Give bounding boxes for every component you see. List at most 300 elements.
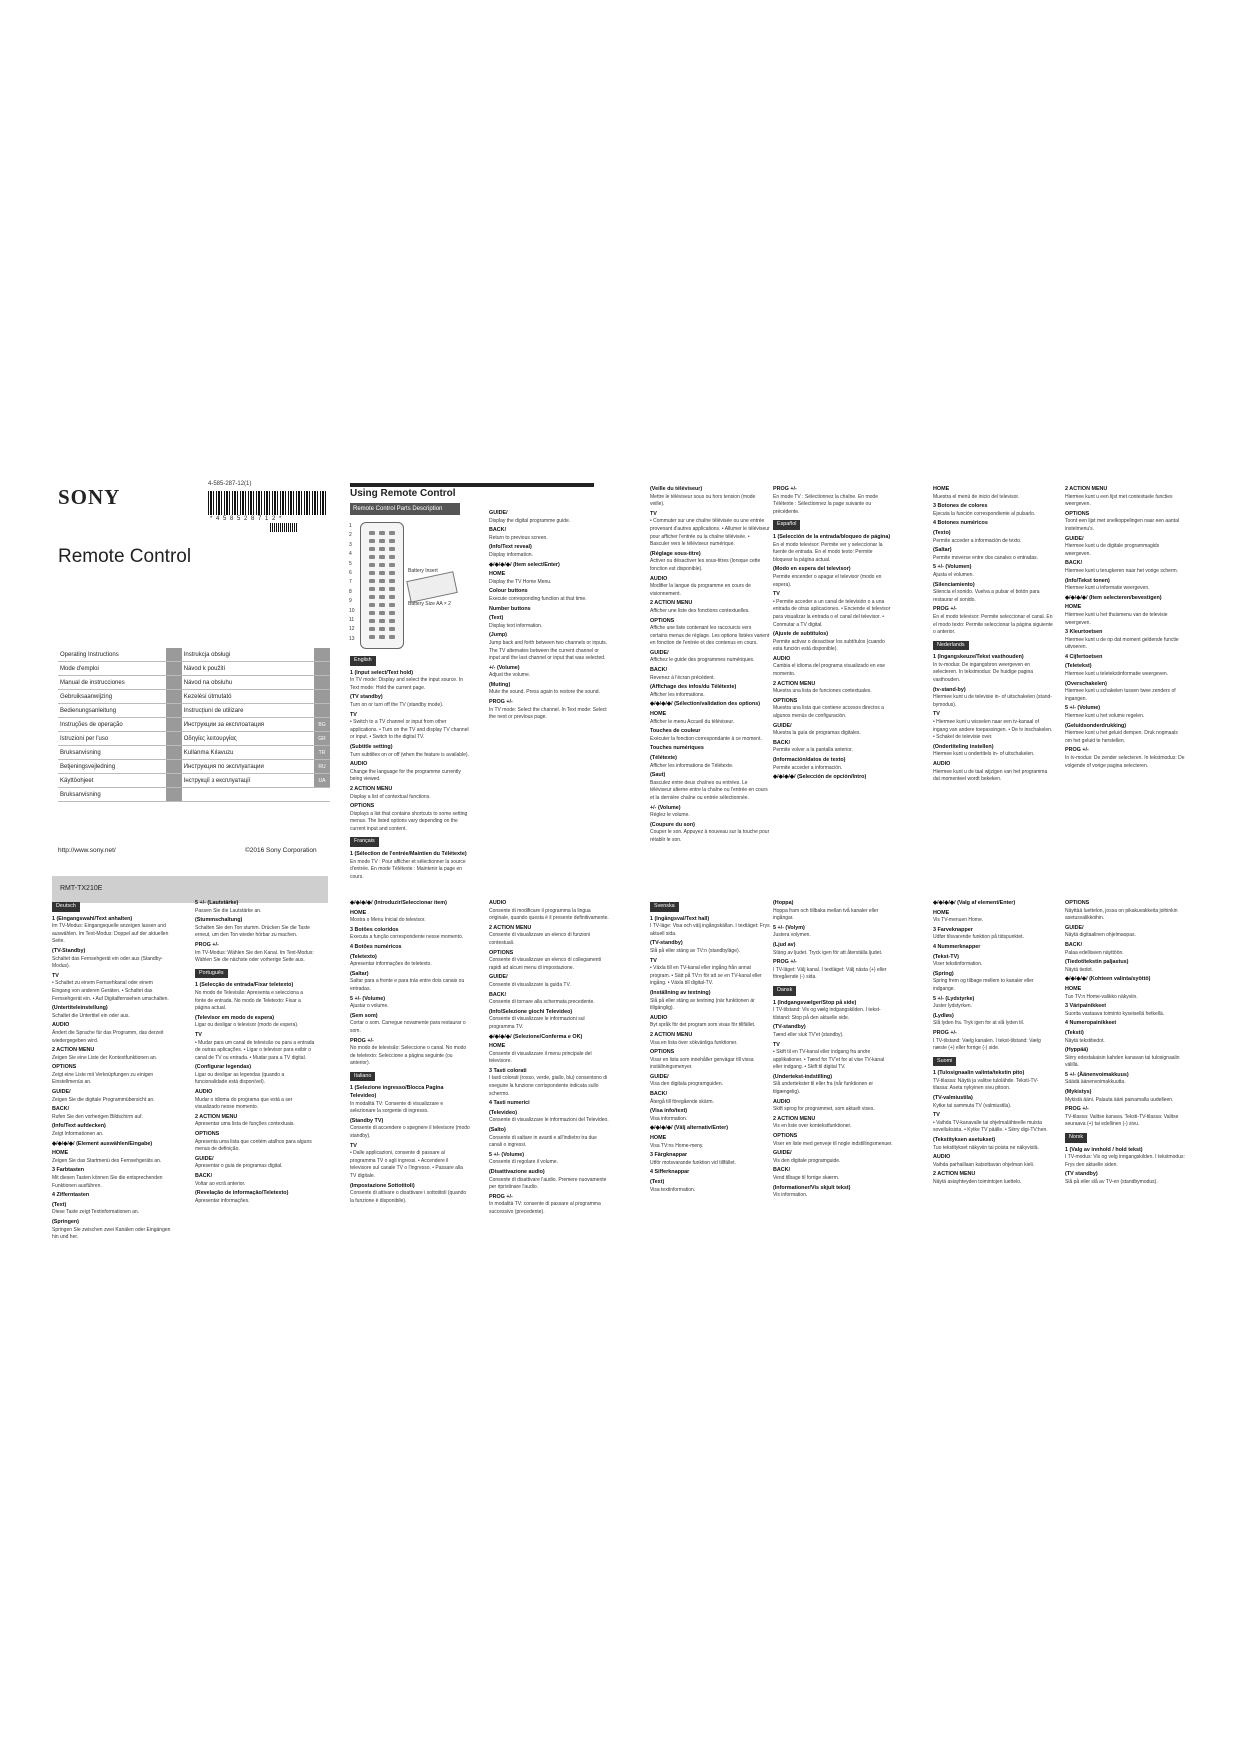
button-name: BACK/ — [650, 1091, 668, 1098]
button-description: Mettre le téléviseur sous ou hors tension (mode veille). — [650, 493, 756, 508]
button-description: Modifier la langue du programme en cours de visionnement. — [650, 583, 751, 597]
button-name: AUDIO — [773, 1098, 791, 1105]
button-description: Adjust the volume. — [489, 672, 531, 679]
button-description: • Permite acceder a un canal de televisión o a una entrada de otras aplicaciones. • Enciende el televisor para visualizar la entrada o el canal del televisor. • Conmutar a TV digital. — [773, 598, 891, 628]
button-description: Executa a função correspondente nesse momento. — [350, 934, 464, 941]
button-description: Näytä asiayhteyden toimintojen luettelo. — [933, 1179, 1022, 1185]
button-name: (Saltar) — [350, 970, 369, 977]
remote-button — [369, 619, 375, 623]
remote-button — [379, 547, 385, 551]
button-description: Afficher les informations de Télétexte. — [650, 762, 734, 769]
button-name: 2 ACTION MENU — [350, 785, 393, 792]
button-name: 3 Kleurtoetsen — [1065, 629, 1103, 636]
language-right: Οδηγίες λειτουργίας — [182, 732, 314, 746]
button-name: GUIDE/ — [52, 1089, 71, 1096]
button-description: Consente di visualizzare le informazioni del Televideo. — [489, 1117, 609, 1124]
language-heading: Dansk — [773, 986, 796, 996]
language-left: Manual de instrucciones — [58, 676, 166, 690]
remote-button — [369, 531, 375, 535]
language-code — [314, 676, 330, 690]
button-name: (Standby TV) — [350, 1117, 384, 1124]
barcode-small — [270, 523, 298, 532]
button-name: ◆/◆/◆/◆/ (Item select/Enter) — [489, 561, 560, 568]
button-description: TV-tilassa: Näytä ja valitse tulolähde. Teksti-TV-tilassa: Aseta nykyinen sivu pitoon. — [933, 1077, 1039, 1092]
button-description: Visa textinformation. — [650, 1186, 696, 1193]
language-right: Інструкції з експлуатації — [182, 774, 314, 788]
button-description: Consente di visualizzare un elenco di funzioni contestuali. — [489, 932, 591, 946]
language-row — [58, 662, 330, 676]
button-name: (Televideo) — [489, 1109, 518, 1116]
button-description: In modalità TV: consente di passare al programma successivo (precedente). — [489, 1201, 601, 1215]
button-description: Mit diesen Tasten können Sie die entsprechenden Funktionen ausführen. — [52, 1175, 163, 1189]
button-name: 3 Farbtasten — [52, 1167, 85, 1174]
battery-insert-label: Battery Insert — [408, 568, 438, 574]
button-description: Mudar o idioma do programa que está a ser visualizado nesse momento. — [195, 1096, 293, 1111]
button-description: Cambia el idioma del programa visualizado en ese momento. — [773, 663, 886, 678]
button-name: 3 Tasti colorati — [489, 1067, 527, 1074]
button-name: 3 Botones de colores — [933, 503, 988, 510]
language-heading: Svenska — [650, 902, 679, 912]
button-description: No modo de Televisão: Apresenta e selecciona a fonte de entrada. No modo de Teletexto: Fixar a página actual. — [195, 989, 304, 1012]
button-name: GUIDE/ — [650, 649, 669, 656]
remote-button — [379, 539, 385, 543]
language-heading: Español — [773, 520, 800, 530]
button-name: Colour buttons — [489, 588, 528, 595]
button-description: No modo de televisão: Seleccione o canal. No modo de teletexto: Seleccione a página seguinte (ou anterior). — [350, 1045, 467, 1067]
remote-button — [389, 579, 395, 583]
button-description: En el modo televisor: Permite ver y seleccionar la fuente de entrada. En el modo texto: Permite bloquear la página actual. — [773, 541, 883, 563]
button-name: TV — [195, 1031, 202, 1038]
button-name: GUIDE/ — [489, 974, 508, 981]
button-name: 5 +/- (Äänenvoimakkuus) — [1065, 1071, 1129, 1078]
language-marker — [166, 648, 182, 662]
callout-number: 6 — [349, 570, 352, 577]
button-name: 4 Botones numéricos — [933, 520, 988, 527]
button-name: AUDIO — [650, 1014, 668, 1021]
callout-number: 10 — [349, 607, 355, 614]
remote-button — [369, 547, 375, 551]
button-description: Consente di saltare in avanti e all'indietro tra due canali o ingressi. — [489, 1134, 597, 1149]
button-name: 4 Nummerknapper — [933, 943, 981, 950]
button-name: 4 Tasti numerici — [489, 1100, 530, 1107]
language-right: Kullanma Kılavuzu — [182, 746, 314, 760]
model-number: RMT-TX210E — [60, 885, 103, 892]
button-description: Visa den digitala programguiden. — [650, 1081, 724, 1088]
remote-button — [389, 563, 395, 567]
button-description: Permite acceder a información de texto. — [933, 537, 1022, 544]
language-heading: Português — [195, 969, 228, 979]
button-description: Zeigt Informationen an. — [52, 1131, 104, 1138]
button-name: (Subtitle setting) — [350, 743, 393, 750]
callout-number: 3 — [349, 541, 352, 548]
language-marker — [166, 718, 182, 732]
button-name: GUIDE/ — [1065, 535, 1084, 542]
button-name: TV — [650, 510, 657, 517]
button-description: Afficher le menu Accueil du téléviseur. — [650, 718, 735, 725]
button-name: ◆/◆/◆/◆/ (Introduzir/Seleccionar item) — [350, 900, 447, 906]
button-name: OPTIONS — [650, 1049, 675, 1056]
button-description: Permite encender o apagar el televisor (modo en espera). — [773, 573, 882, 588]
remote-button — [369, 571, 375, 575]
button-description: Consente di accendere o spegnere il televisore (modo standby). — [350, 1125, 470, 1140]
col-fr — [650, 484, 770, 845]
button-name: (Texto) — [933, 529, 951, 536]
remote-button — [389, 619, 395, 623]
button-name: (Modo en espera del televisor) — [773, 566, 851, 573]
button-description: Siirry edestakaisin kahden kanavan tai tulosignaalin välillä. — [1065, 1054, 1180, 1069]
remote-button — [389, 611, 395, 615]
button-description: In TV mode: Display and select the input source. In Text mode: Hold the current page. — [350, 677, 464, 691]
button-description: Change the language for the programme currently being viewed. — [350, 768, 461, 783]
language-right: Instrukcja obsługi — [182, 648, 314, 662]
language-code — [314, 704, 330, 718]
button-name: PROG +/- — [350, 1037, 374, 1044]
button-name: TV — [52, 972, 59, 979]
button-name: 1 (Valg av innhold / hold tekst) — [1065, 1146, 1143, 1153]
button-name: PROG +/- — [489, 1193, 513, 1200]
button-name: AUDIO — [650, 575, 668, 582]
remote-button — [379, 563, 385, 567]
language-row — [58, 676, 330, 690]
button-description: Turn subtitles on or off (when the feature is available). — [350, 751, 469, 758]
button-name: ◆/◆/◆/◆/ (Välj alternativ/Enter) — [650, 1125, 728, 1132]
col-en-main — [350, 652, 470, 881]
callout-numbers — [349, 522, 355, 644]
button-description: Hiermee kunt u schakelen tussen twee zenders of ingangen. — [1065, 688, 1176, 702]
button-name: 5 +/- (Lydstyrke) — [933, 995, 975, 1002]
button-description: In modalità TV: Consente di visualizzare e selezionare la sorgente di ingresso. — [350, 1100, 444, 1115]
button-name: 1 (Selección de la entrada/bloqueo de página) — [773, 533, 891, 540]
remote-button — [369, 563, 375, 567]
button-description: Juster lydstyrken. — [933, 1003, 972, 1010]
language-heading: Suomi — [933, 1057, 956, 1067]
button-name: 1 (Eingangswahl/Text anhalten) — [52, 915, 133, 922]
button-description: Affichez le guide des programmes numériques. — [650, 657, 755, 664]
language-row — [58, 704, 330, 718]
button-name: OPTIONS — [650, 617, 675, 624]
button-name: (Télétexte) — [650, 755, 677, 761]
button-description: Muestra una lista que contiene accesos directos a algunos menús de configuración. — [773, 705, 884, 720]
button-name: (Silenciamiento) — [933, 581, 975, 588]
button-description: Ligar ou desligar as legendas (quando a funcionalidade está disponível). — [195, 1071, 285, 1086]
button-description: Suorita vastaava toiminto kyseisellä hetkellä. — [1065, 1010, 1165, 1017]
remote-button — [389, 603, 395, 607]
button-description: Vend tilbage til forrige skærm. — [773, 1175, 840, 1181]
barcode-number: * 4 5 8 5 2 8 7 1 2 * — [210, 516, 283, 522]
language-heading: Français — [350, 837, 379, 847]
button-description: Im TV-Modus: Eingangsquelle anzeigen lassen und auswählen. Im Text-Modus: Doppel auf der aktuellen Seite. — [52, 923, 169, 945]
button-description: Näyttää luettelon, jossa on pikakuvakkeita joihinkin asetusvalikkoihin. — [1065, 907, 1178, 922]
col-de — [52, 898, 172, 1242]
button-name: BACK/ — [195, 1173, 213, 1179]
button-description: • Växla till en TV-kanal eller ingång från annat program. • Sätt på TV:n för att se en TV-kanal eller ingång. • Växla till digital-TV. — [650, 965, 762, 987]
button-description: Tænd eller sluk TV'et (standby). — [773, 1031, 844, 1038]
language-row — [58, 648, 330, 662]
button-description: TV-tilassa: Valitse kanava. Teksti-TV-tilassa: Valitse seuraava (+) tai edellinen (-) sivu. — [1065, 1113, 1179, 1128]
button-name: (Sem som) — [350, 1012, 378, 1019]
button-name: 2 ACTION MENU — [773, 1115, 816, 1122]
button-description: Apresentar informações de teletexto. — [350, 961, 432, 968]
button-description: Zeigen Sie die digitale Programmübersicht an. — [52, 1096, 155, 1103]
language-right — [182, 788, 314, 802]
callout-number: 8 — [349, 588, 352, 595]
button-name: BACK/ — [650, 667, 668, 674]
button-name: TV — [350, 1142, 357, 1149]
col-it-b — [489, 898, 609, 1217]
remote-button — [369, 579, 375, 583]
col-it — [350, 898, 470, 1205]
language-marker — [166, 690, 182, 704]
barcode — [208, 491, 328, 515]
battery-illustration — [406, 571, 458, 602]
button-name: GUIDE/ — [773, 722, 792, 729]
button-name: HOME — [1065, 985, 1082, 992]
button-description: I tasti colorati (rosso, verde, giallo, blu) consentono di eseguire la funzione corrispondente indicata sullo schermo. — [489, 1075, 608, 1097]
button-name: (Undertekst-indstilling) — [773, 1073, 832, 1080]
button-description: Hiermee kunt u teletekstinformatie weergeven. — [1065, 671, 1169, 678]
button-description: Cortar o som. Carregue novamente para restaurar o som. — [350, 1020, 466, 1034]
button-name: (Text) — [489, 615, 504, 622]
language-code — [314, 662, 330, 676]
button-name: (Visa info/text) — [650, 1108, 688, 1115]
button-name: ◆/◆/◆/◆/ (Sélection/validation des options) — [650, 701, 761, 708]
button-name: ◆/◆/◆/◆/ (Element auswählen/Eingabe) — [52, 1140, 153, 1147]
button-name: OPTIONS — [1065, 510, 1090, 517]
remote-button — [369, 595, 375, 599]
button-description: Afficher une liste des fonctions contextuelles. — [650, 607, 750, 614]
button-description: Palaa edelliseen näyttöön. — [1065, 949, 1124, 956]
button-name: (TV-Standby) — [52, 947, 86, 954]
button-description: Diese Taste zeigt Textinformationen an. — [52, 1209, 140, 1216]
button-name: (Saut) — [650, 772, 666, 779]
button-name: OPTIONS — [773, 1133, 798, 1140]
button-description: Viser en liste med genveje til nogle indstillingsmenuer. — [773, 1140, 893, 1147]
remote-button — [389, 587, 395, 591]
language-left: Instruções de operação — [58, 718, 166, 732]
button-name: 5 +/- (Volumen) — [933, 564, 972, 571]
callout-number: 4 — [349, 551, 352, 558]
button-description: Apresentar informações. — [195, 1197, 250, 1204]
button-description: • Schaltet zu einem Fernsehkanal oder einem Eingang von anderen Geräten. • Schaltet das Fernsehgerät ein. • Auf Digitalfernsehen umschalten. — [52, 980, 169, 1002]
button-name: (Info/Text aufdecken) — [52, 1123, 106, 1130]
button-description: En mode TV : Sélectionnez la chaîne. En mode Télétexte : Sélectionnez la page suivante ou précédente. — [773, 493, 878, 515]
button-name: (TV-standby) — [773, 1024, 806, 1031]
language-code: UA — [314, 774, 330, 788]
button-name: (Overschakelen) — [1065, 680, 1107, 687]
button-description: Säädä äänenvoimakkuutta. — [1065, 1079, 1126, 1086]
button-name: OPTIONS — [350, 803, 375, 810]
button-name: (Salto) — [489, 1127, 506, 1134]
button-name: (Spring) — [933, 970, 954, 977]
button-name: (Text) — [650, 1179, 665, 1185]
button-name: ◆/◆/◆/◆/ (Selezione/Conferma e OK) — [489, 1033, 583, 1040]
button-name: PROG +/- — [195, 941, 219, 948]
button-name: Touches numériques — [650, 745, 704, 752]
button-name: (Tekst-TV) — [933, 953, 959, 960]
button-name: (Teksti) — [1065, 1029, 1084, 1036]
button-name: (Ajuste de subtítulos) — [773, 631, 829, 638]
button-name: AUDIO — [350, 761, 368, 768]
remote-button — [379, 635, 385, 639]
button-description: Vis en liste over kontekstfunktioner. — [773, 1123, 852, 1130]
callout-number: 7 — [349, 579, 352, 586]
language-left: Käyttöohjeet — [58, 774, 166, 788]
language-right: Kezelési útmutató — [182, 690, 314, 704]
button-name: (Lydløs) — [933, 1012, 954, 1019]
button-description: Justera volymen. — [773, 932, 811, 939]
button-description: Consente di visualizzare il menu principale del televisore. — [489, 1050, 592, 1065]
button-name: (Geluidsonderdrukking) — [1065, 722, 1127, 729]
language-code — [314, 788, 330, 802]
button-name: (Info/Tekst tonen) — [1065, 577, 1110, 584]
remote-button — [379, 587, 385, 591]
language-marker — [166, 662, 182, 676]
button-description: Mykistä ääni. Palauta ääni painamalla uudelleen. — [1065, 1096, 1174, 1103]
button-description: Activer ou désactiver les sous-titres (lorsque cette fonction est disponible). — [650, 558, 761, 572]
button-name: (Untertiteleinstellung) — [52, 1005, 108, 1012]
section-rule — [350, 483, 594, 487]
button-name: HOME — [933, 909, 950, 916]
remote-button — [369, 555, 375, 559]
button-name: (Tekstityksen asetukset) — [933, 1137, 996, 1144]
button-name: AUDIO — [489, 900, 507, 906]
button-description: Näytä tiedot. — [1065, 966, 1094, 973]
button-name: 5 +/- (Lautstärke) — [195, 900, 239, 906]
language-marker — [166, 774, 182, 788]
language-left: Istruzioni per l'uso — [58, 732, 166, 746]
button-name: (Teletexto) — [350, 953, 377, 960]
button-description: Visa information. — [650, 1115, 688, 1122]
button-name: (Hyppää) — [1065, 1047, 1089, 1054]
button-name: HOME — [650, 1135, 667, 1142]
button-name: (Veille du téléviseur) — [650, 486, 703, 492]
button-name: HOME — [52, 1150, 69, 1157]
button-name: (Revelação de informação/Teletexto) — [195, 1190, 289, 1197]
website-url[interactable]: http://www.sony.net/ — [58, 847, 116, 854]
button-name: 1 (Selecção de entrada/Fixar teletexto) — [195, 982, 294, 989]
button-name: 2 ACTION MENU — [773, 680, 816, 687]
button-description: I TV-läge: Visa och välj ingångskällan. I textläget: Frys aktuell sida. — [650, 923, 770, 937]
button-description: Springen Sie zwischen zwei Kanälen oder Eingängen hin und her. — [52, 1226, 171, 1241]
button-name: (Ljud av) — [773, 941, 796, 948]
language-marker — [166, 732, 182, 746]
language-marker — [166, 746, 182, 760]
button-name: (Saltar) — [933, 547, 952, 554]
button-name: (Mykistys) — [1065, 1089, 1092, 1096]
callout-number: 5 — [349, 560, 352, 567]
button-description: Hiermee kunt u de digitale programmagids weergeven. — [1065, 543, 1160, 557]
button-description: Ajustar o volume. — [350, 1003, 389, 1010]
col-no — [1065, 898, 1185, 1187]
button-name: 3 Väripainikkeet — [1065, 1003, 1107, 1010]
language-left: Betjeningsvejledning — [58, 760, 166, 774]
language-code: BG — [314, 718, 330, 732]
button-name: 1 (Input select/Text hold) — [350, 669, 414, 676]
button-name: ◆/◆/◆/◆/ (Item selecteren/bevestigen) — [1065, 594, 1162, 601]
button-description: Consente di visualizzare un elenco di collegamenti rapidi ad alcuni menu di impostazione. — [489, 957, 602, 971]
remote-button — [369, 587, 375, 591]
button-description: Saltar para a frente e para trás entre dois canais ou entradas. — [350, 978, 465, 992]
language-marker — [166, 704, 182, 718]
button-name: AUDIO — [52, 1022, 70, 1029]
button-name: ◆/◆/◆/◆/ (Kohteen valinta/syöttö) — [1065, 976, 1151, 983]
remote-button — [389, 571, 395, 575]
button-description: Display information. — [489, 551, 533, 558]
language-code: GR — [314, 732, 330, 746]
button-name: 5 +/- (Volume) — [1065, 705, 1101, 712]
button-description: Exécuter la fonction correspondante à ce moment. — [650, 735, 762, 742]
button-description: Näytä tekstitiedot. — [1065, 1037, 1105, 1044]
section-title: Using Remote Control — [350, 488, 456, 499]
remote-button — [369, 539, 375, 543]
language-code: RU — [314, 760, 330, 774]
remote-button — [379, 571, 385, 575]
button-name: TV — [350, 711, 357, 718]
language-heading: Italiano — [350, 1072, 375, 1082]
language-code — [314, 648, 330, 662]
button-name: BACK/ — [773, 1167, 791, 1174]
callout-number: 2 — [349, 532, 352, 539]
button-description: Slå på eller slå av TV-en (standbymodus). — [1065, 1179, 1158, 1185]
button-description: Muestra el menú de inicio del televisor. — [933, 493, 1020, 500]
button-description: Udfør tilsvarende funktion på tidspunktet. — [933, 934, 1024, 941]
document-title: Remote Control — [58, 546, 192, 567]
button-description: I TV-modus: Vis og velg inngangskilden. I tekstmodus: Frys den aktuelle siden. — [1065, 1154, 1185, 1168]
button-description: Ajusta el volumen. — [933, 571, 974, 578]
button-description: • Commuter sur une chaîne télévisée ou une entrée provenant d'autres applications. • Allumer le téléviseur pour afficher l'entrée ou la chaîne télévisée. • Basculer vers le téléviseur numérique. — [650, 518, 770, 548]
remote-illustration — [360, 522, 404, 649]
language-row — [58, 690, 330, 704]
language-row — [58, 746, 330, 760]
button-description: Apresentar o guia de programas digital. — [195, 1163, 283, 1170]
button-description: Afficher les informations. — [650, 691, 705, 698]
button-description: Hoppa fram och tillbaka mellan två kanaler eller ingångar. — [773, 907, 879, 922]
button-name: (TV-valmiustila) — [933, 1095, 973, 1102]
button-name: 2 ACTION MENU — [650, 1031, 693, 1038]
button-description: Mostra o Menu Inicial do televisor. — [350, 917, 426, 924]
button-name: AUDIO — [195, 1089, 213, 1096]
col-sv — [650, 898, 770, 1194]
button-description: Rufen Sie den vorherigen Bildschirm auf. — [52, 1113, 143, 1120]
button-description: Byt språk för det program som visas för tillfället. — [650, 1022, 756, 1029]
button-description: Permite moverse entre dos canales o entradas. — [933, 554, 1039, 561]
button-description: Schaltet das Fernsehgerät ein oder aus (Standby-Modus). — [52, 955, 163, 970]
button-description: Revenez à l'écran précédent. — [650, 674, 715, 681]
button-name: Touches de couleur — [650, 728, 701, 735]
button-name: GUIDE/ — [489, 510, 508, 516]
language-right: Návod na obsluhu — [182, 676, 314, 690]
button-description: Consente di regolare il volume. — [489, 1159, 558, 1166]
button-name: BACK/ — [489, 991, 507, 998]
button-name: TV — [650, 957, 657, 964]
language-list — [58, 648, 330, 802]
button-description: Hiermee kunt u de televisie in- of uitschakelen (stand-bymodus). — [933, 694, 1052, 708]
col-nl — [933, 484, 1053, 784]
button-name: (Ondertiteling instellen) — [933, 743, 994, 750]
button-description: Vis information. — [773, 1192, 808, 1199]
button-name: PROG +/- — [773, 959, 797, 966]
remote-button — [389, 635, 395, 639]
button-description: • Mudar para um canal de televisão ou para a entrada de outras aplicações. • Ligar o televisor para exibir o canal de TV ou entrada. • Mudar para a TV digital. — [195, 1039, 315, 1061]
button-name: GUIDE/ — [650, 1073, 669, 1080]
button-description: Utför motsvarande funktion vid tillfället. — [650, 1159, 736, 1166]
callout-number: 9 — [349, 598, 352, 605]
language-left: Mode d'emploi — [58, 662, 166, 676]
button-name: TV — [933, 1112, 940, 1119]
button-name: AUDIO — [773, 655, 791, 662]
col-fi — [933, 898, 1053, 1187]
button-name: +/- (Volume) — [489, 664, 520, 671]
